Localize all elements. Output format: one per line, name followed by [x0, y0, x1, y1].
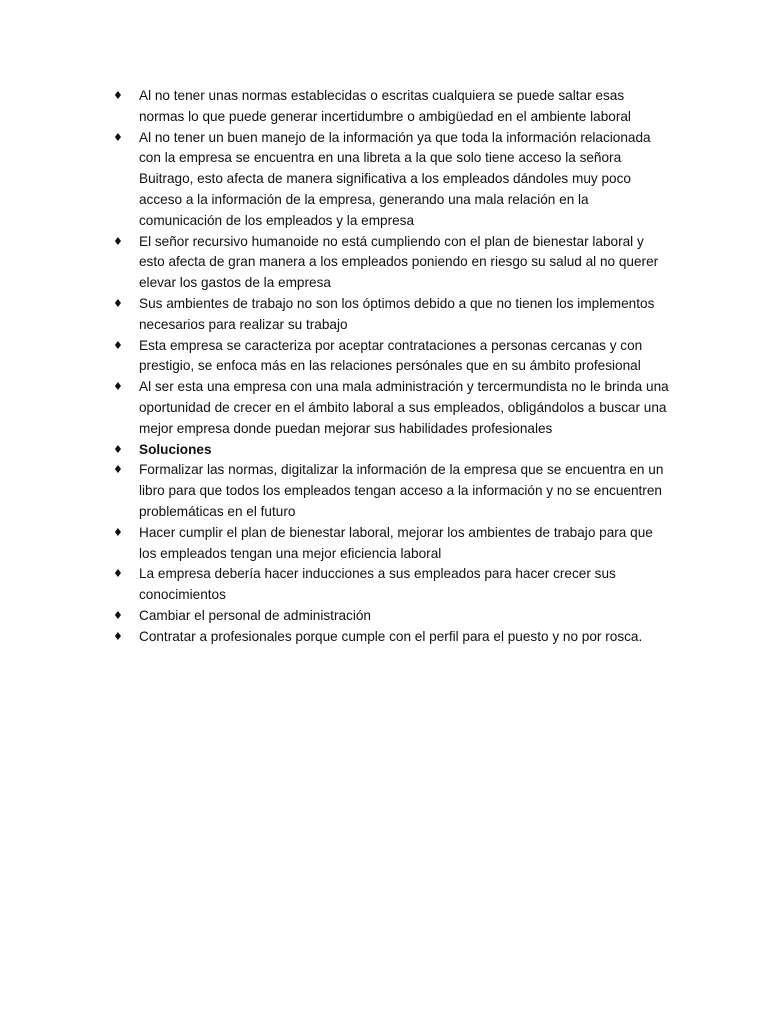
- list-item-text: Cambiar el personal de administración: [139, 607, 371, 623]
- list-item: [113, 377, 673, 439]
- list-item: [113, 128, 673, 232]
- diamond-bullet-icon: ♦: [113, 442, 123, 456]
- diamond-bullet-icon: ♦: [113, 525, 123, 539]
- diamond-bullet-icon: ♦: [113, 338, 123, 352]
- list-item-text: Contratar a profesionales porque cumple con el perfil para el puesto y no por rosca.: [139, 628, 643, 644]
- diamond-bullet-icon: ♦: [113, 296, 123, 310]
- list-item-text: Al no tener un buen manejo de la información ya que toda la información relacionada con la empresa se encuentra en una libreta a la que solo tiene acceso la señora Buitrago, esto afecta de manera significativa a los empleados dándoles muy poco acceso a la información de la empresa, generando una mala relación en la comunicación de los empleados y la empresa: [139, 129, 651, 228]
- diamond-bullet-icon: ♦: [113, 629, 123, 643]
- list-item-text: Al ser esta una empresa con una mala administración y tercermundista no le brinda una oportunidad de crecer en el ámbito laboral a sus empleados, obligándolos a buscar una mejor empresa donde puedan mejorar sus habilidades profesionales: [139, 379, 669, 436]
- section-heading-item: [113, 440, 673, 461]
- diamond-bullet-icon: ♦: [113, 463, 123, 477]
- list-item: [113, 564, 673, 606]
- list-item: [113, 460, 673, 522]
- diamond-bullet-icon: ♦: [113, 89, 123, 102]
- list-item-text: Hacer cumplir el plan de bienestar laboral, mejorar los ambientes de trabajo para que los empleados tengan una mejor eficiencia laboral: [139, 524, 653, 561]
- diamond-bullet-icon: ♦: [113, 380, 123, 394]
- list-item: [113, 627, 673, 648]
- diamond-bullet-icon: ♦: [113, 130, 123, 144]
- bullet-list: [113, 86, 673, 648]
- list-item-text: Sus ambientes de trabajo no son los óptimos debido a que no tienen los implementos necesarios para realizar su trabajo: [139, 295, 655, 332]
- list-item-text: Formalizar las normas, digitalizar la información de la empresa que se encuentra en un libro para que todos los empleados tengan acceso a la información y no se encuentren problemáticas en el futuro: [139, 462, 664, 519]
- list-item-text: Esta empresa se caracteriza por aceptar contrataciones a personas cercanas y con prestigio, se enfoca más en las relaciones persónales que en su ámbito profesional: [139, 337, 643, 374]
- list-item: [113, 336, 673, 378]
- list-item-text: La empresa debería hacer inducciones a sus empleados para hacer crecer sus conocimientos: [139, 566, 616, 603]
- diamond-bullet-icon: ♦: [113, 567, 123, 581]
- list-item: [113, 523, 673, 565]
- section-heading-text: Soluciones: [139, 441, 212, 457]
- list-item: [113, 86, 673, 128]
- list-item-text: Al no tener unas normas establecidas o escritas cualquiera se puede saltar esas normas lo que puede generar incertidumbre o ambigüedad en el ambiente laboral: [139, 88, 631, 124]
- list-item: [113, 294, 673, 336]
- list-item-text: El señor recursivo humanoide no está cumpliendo con el plan de bienestar laboral y esto afecta de gran manera a los empleados poniendo en riesgo su salud al no querer elevar los gastos de la empresa: [139, 233, 659, 291]
- diamond-bullet-icon: ♦: [113, 608, 123, 622]
- diamond-bullet-icon: ♦: [113, 234, 123, 248]
- list-item: [113, 232, 673, 294]
- list-item: [113, 606, 673, 627]
